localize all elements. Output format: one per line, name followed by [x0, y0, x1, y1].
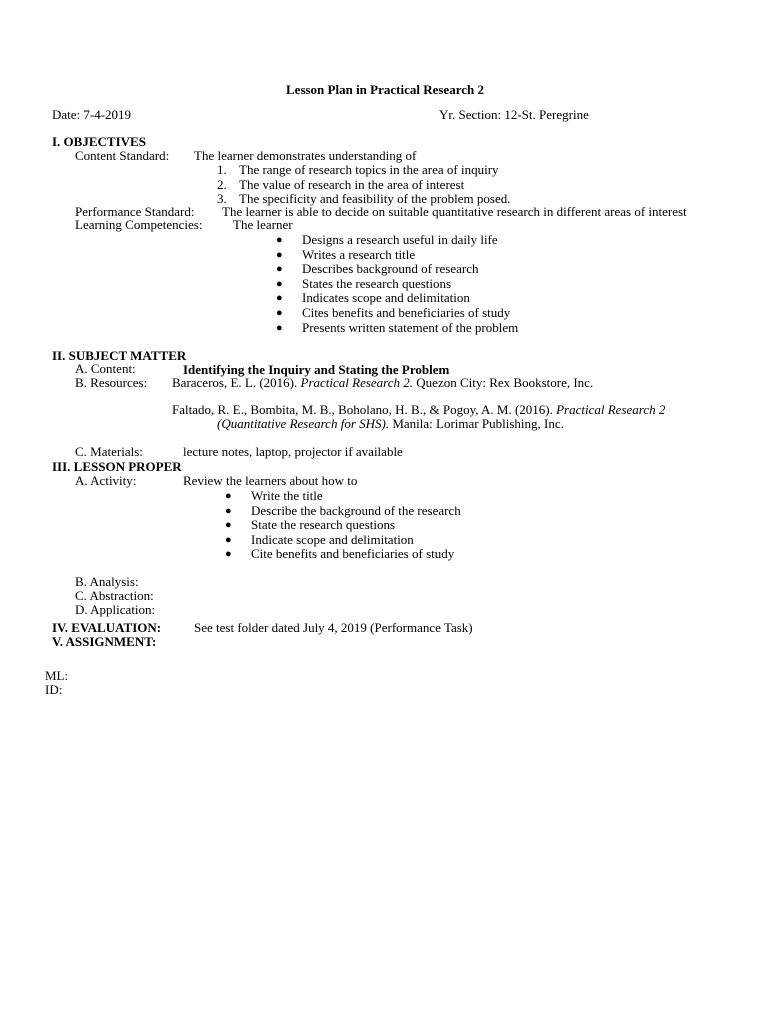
- bullet-icon: ●: [276, 277, 283, 290]
- reference-2-line-1: Faltado, R. E., Bombita, M. B., Boholano, H. B., & Pogoy, A. M. (2016). Practical Research 2: [172, 402, 666, 417]
- activity-text: Review the learners about how to: [183, 473, 358, 488]
- content-text: Identifying the Inquiry and Stating the Problem: [183, 362, 450, 377]
- bullet-icon: ●: [225, 519, 232, 532]
- materials-label: C. Materials:: [75, 444, 143, 459]
- bullet-icon: ●: [276, 306, 283, 319]
- document-title: Lesson Plan in Practical Research 2: [286, 82, 484, 97]
- bullet-icon: ●: [276, 292, 283, 305]
- section-field: Yr. Section: 12-St. Peregrine: [439, 107, 589, 122]
- evaluation-text: See test folder dated July 4, 2019 (Performance Task): [194, 620, 473, 635]
- application-label: D. Application:: [75, 602, 156, 617]
- bullet-icon: ●: [225, 504, 232, 517]
- competencies-text: The learner: [233, 217, 293, 232]
- assignment-heading: V. ASSIGNMENT:: [52, 634, 157, 649]
- evaluation-heading: IV. EVALUATION:: [52, 620, 162, 635]
- abstraction-label: C. Abstraction:: [75, 588, 154, 603]
- bullet-icon: ●: [276, 263, 283, 276]
- id-field: ID:: [45, 682, 63, 697]
- activity-label: A. Activity:: [75, 473, 137, 488]
- lesson-proper-heading: III. LESSON PROPER: [52, 459, 182, 474]
- bullet-icon: ●: [225, 490, 232, 502]
- bullet-icon: ●: [276, 234, 283, 246]
- date-field: Date: 7-4-2019: [52, 107, 132, 122]
- bullet-icon: ●: [225, 548, 232, 561]
- subject-matter-heading: II. SUBJECT MATTER: [52, 348, 187, 363]
- objectives-heading: I. OBJECTIVES: [52, 134, 146, 149]
- performance-standard-text: The learner is able to decide on suitable quantitative research in different areas of interest: [222, 204, 687, 219]
- bullet-icon: ●: [225, 533, 232, 546]
- reference-1: Baraceros, E. L. (2016). Practical Research 2. Quezon City: Rex Bookstore, Inc.: [172, 375, 594, 390]
- reference-2-line-2: (Quantitative Research for SHS). Manila: Lorimar Publishing, Inc.: [217, 416, 564, 431]
- bullet-icon: ●: [276, 321, 283, 334]
- content-standard-text: The learner demonstrates understanding of: [194, 148, 417, 163]
- analysis-label: B. Analysis:: [75, 574, 139, 589]
- content-standard-label: Content Standard:: [75, 148, 170, 163]
- content-label: A. Content:: [75, 361, 136, 376]
- competencies-label: Learning Competencies:: [75, 217, 203, 232]
- ml-field: ML:: [45, 668, 69, 683]
- bullet-icon: ●: [276, 248, 283, 261]
- resources-label: B. Resources:: [75, 375, 148, 390]
- materials-text: lecture notes, laptop, projector if available: [183, 444, 403, 459]
- performance-standard-label: Performance Standard:: [75, 204, 195, 219]
